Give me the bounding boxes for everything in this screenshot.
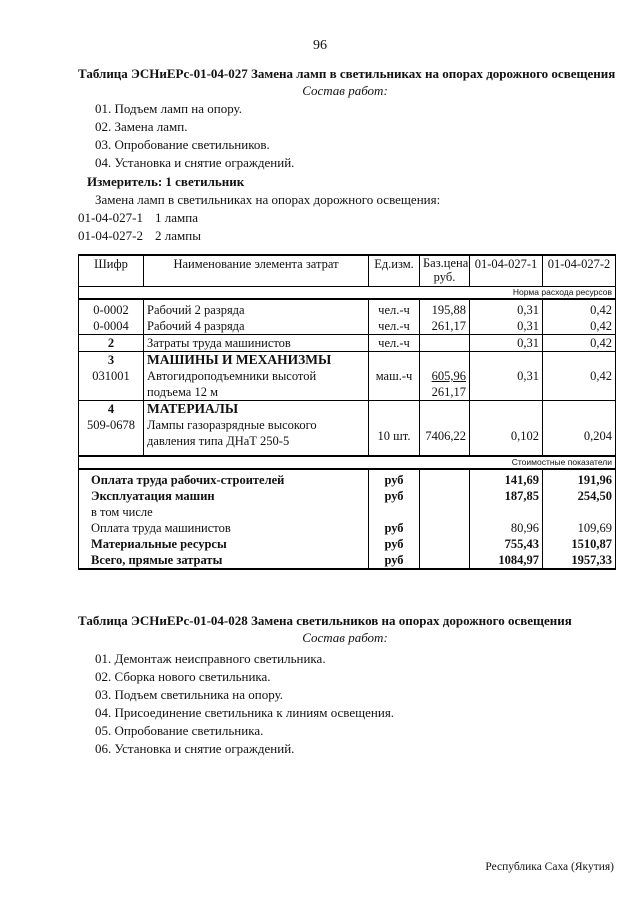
cost-row xyxy=(79,536,616,552)
table-row xyxy=(79,417,616,456)
header-unit: Ед.изм. xyxy=(369,255,420,287)
row-code: 031001 xyxy=(79,368,144,401)
variant-code: 01-04-027-1 xyxy=(78,210,143,225)
variant-name: 1 лампа xyxy=(155,210,198,225)
header-name: Наименование элемента затрат xyxy=(144,255,369,287)
row-value-2: 0,204 xyxy=(543,417,616,456)
cost-name: Материальные ресурсы xyxy=(79,536,369,552)
cost-value-2: 191,96 xyxy=(543,469,616,488)
cost-value-1: 187,85 xyxy=(470,488,543,504)
meter-label: Измеритель: 1 светильник xyxy=(87,174,245,189)
row-value-2: 0,42 xyxy=(543,318,616,335)
table-row xyxy=(79,318,616,335)
section-row xyxy=(79,401,616,418)
table2-subtitle: Состав работ: xyxy=(302,630,388,645)
table1-title: Таблица ЭСНиЕРс-01-04-027 Замена ламп в светильниках на опорах дорожного освещения xyxy=(78,66,616,81)
variant-code: 01-04-027-2 xyxy=(78,228,143,243)
row-price: 261,17 xyxy=(420,318,470,335)
table1-work-item: 02. Замена ламп. xyxy=(95,119,188,134)
header-code: Шифр xyxy=(79,255,144,287)
cost-unit: руб xyxy=(369,488,420,504)
cost-value-1: 1084,97 xyxy=(470,552,543,569)
row-value-2: 0,42 xyxy=(543,335,616,352)
norm-label: Норма расхода ресурсов xyxy=(79,287,616,300)
header-price-line2: руб. xyxy=(433,270,456,284)
row-price xyxy=(420,335,470,352)
table-row xyxy=(79,368,616,401)
row-unit: чел.-ч xyxy=(369,299,420,318)
header-price xyxy=(420,255,470,287)
cost-name: Оплата труда машинистов xyxy=(79,520,369,536)
cost-label-row xyxy=(79,456,616,469)
row-unit: чел.-ч xyxy=(369,335,420,352)
row-name-line: Автогидроподъемники высотой xyxy=(147,369,317,383)
row-code: 4 xyxy=(79,401,144,418)
table2-work-item: 04. Присоединение светильника к линиям освещения. xyxy=(95,705,395,720)
meter-description: Замена ламп в светильниках на опорах дорожного освещения: xyxy=(95,192,441,207)
row-name-line: подъема 12 м xyxy=(147,385,218,399)
row-name xyxy=(144,368,369,401)
cost-value-2: 1510,87 xyxy=(543,536,616,552)
table2-work-item: 02. Сборка нового светильника. xyxy=(95,669,271,684)
resource-table xyxy=(78,254,616,570)
cost-value-1: 80,96 xyxy=(470,520,543,536)
cost-unit: руб xyxy=(369,469,420,488)
cost-name: Эксплуатация машин xyxy=(79,488,369,504)
header-col2: 01-04-027-2 xyxy=(543,255,616,287)
row-name xyxy=(144,417,369,456)
table2-work-item: 03. Подъем светильника на опору. xyxy=(95,687,284,702)
cost-row xyxy=(79,488,616,504)
row-code: 3 xyxy=(79,352,144,369)
table-row xyxy=(79,299,616,318)
row-value-1: 0,31 xyxy=(470,299,543,318)
cost-unit: руб xyxy=(369,552,420,569)
row-unit: чел.-ч xyxy=(369,318,420,335)
row-value-1: 0,31 xyxy=(470,368,543,401)
table1-work-item: 03. Опробование светильников. xyxy=(95,137,270,152)
row-code: 0-0004 xyxy=(79,318,144,335)
cost-unit: руб xyxy=(369,536,420,552)
row-price-line: 261,17 xyxy=(431,385,466,399)
row-unit: маш.-ч xyxy=(369,368,420,401)
section-name: МАШИНЫ И МЕХАНИЗМЫ xyxy=(144,352,369,369)
cost-value-2: 254,50 xyxy=(543,488,616,504)
norm-label-row xyxy=(79,287,616,300)
cost-label: Стоимостные показатели xyxy=(79,456,616,469)
row-price: 195,88 xyxy=(420,299,470,318)
table1-work-item: 04. Установка и снятие ограждений. xyxy=(95,155,295,170)
cost-value-1: 755,43 xyxy=(470,536,543,552)
cost-value-2: 109,69 xyxy=(543,520,616,536)
cost-value-1: 141,69 xyxy=(470,469,543,488)
row-name-line: Лампы газоразрядные высокого xyxy=(147,418,317,432)
page-number: 96 xyxy=(313,38,327,53)
row-value-1: 0,31 xyxy=(470,335,543,352)
cost-name: Всего, прямые затраты xyxy=(79,552,369,569)
row-value-1: 0,31 xyxy=(470,318,543,335)
cost-value-2: 1957,33 xyxy=(543,552,616,569)
cost-row xyxy=(79,552,616,569)
cost-row xyxy=(79,520,616,536)
variant-name: 2 лампы xyxy=(155,228,201,243)
row-name: Рабочий 2 разряда xyxy=(144,299,369,318)
row-code: 509-0678 xyxy=(79,417,144,456)
cost-name: в том числе xyxy=(79,504,369,520)
header-price-line1: Баз.цена xyxy=(423,256,469,270)
table2-work-item: 05. Опробование светильника. xyxy=(95,723,264,738)
table-header-row xyxy=(79,255,616,287)
section-row xyxy=(79,352,616,369)
table1-subtitle: Состав работ: xyxy=(302,83,388,98)
row-value-2: 0,42 xyxy=(543,368,616,401)
cost-row xyxy=(79,504,616,520)
cost-row xyxy=(79,469,616,488)
table2-title: Таблица ЭСНиЕРс-01-04-028 Замена светильников на опорах дорожного освещения xyxy=(78,613,572,628)
row-name: Рабочий 4 разряда xyxy=(144,318,369,335)
cost-name: Оплата труда рабочих-строителей xyxy=(79,469,369,488)
cost-unit: руб xyxy=(369,520,420,536)
row-value-2: 0,42 xyxy=(543,299,616,318)
row-code: 2 xyxy=(79,335,144,352)
row-unit: 10 шт. xyxy=(369,417,420,456)
row-name-line: давления типа ДНаТ 250-5 xyxy=(147,434,290,448)
row-code: 0-0002 xyxy=(79,299,144,318)
row-price-line: 605,96 xyxy=(431,369,466,383)
table2-work-item: 01. Демонтаж неисправного светильника. xyxy=(95,651,326,666)
header-col1: 01-04-027-1 xyxy=(470,255,543,287)
section-name: МАТЕРИАЛЫ xyxy=(144,401,369,418)
table-row xyxy=(79,335,616,352)
row-price: 7406,22 xyxy=(420,417,470,456)
footer-region: Республика Саха (Якутия) xyxy=(485,861,614,873)
table1-work-item: 01. Подъем ламп на опору. xyxy=(95,101,242,116)
row-name: Затраты труда машинистов xyxy=(144,335,369,352)
table2-work-item: 06. Установка и снятие ограждений. xyxy=(95,741,295,756)
row-price xyxy=(420,368,470,401)
row-value-1: 0,102 xyxy=(470,417,543,456)
